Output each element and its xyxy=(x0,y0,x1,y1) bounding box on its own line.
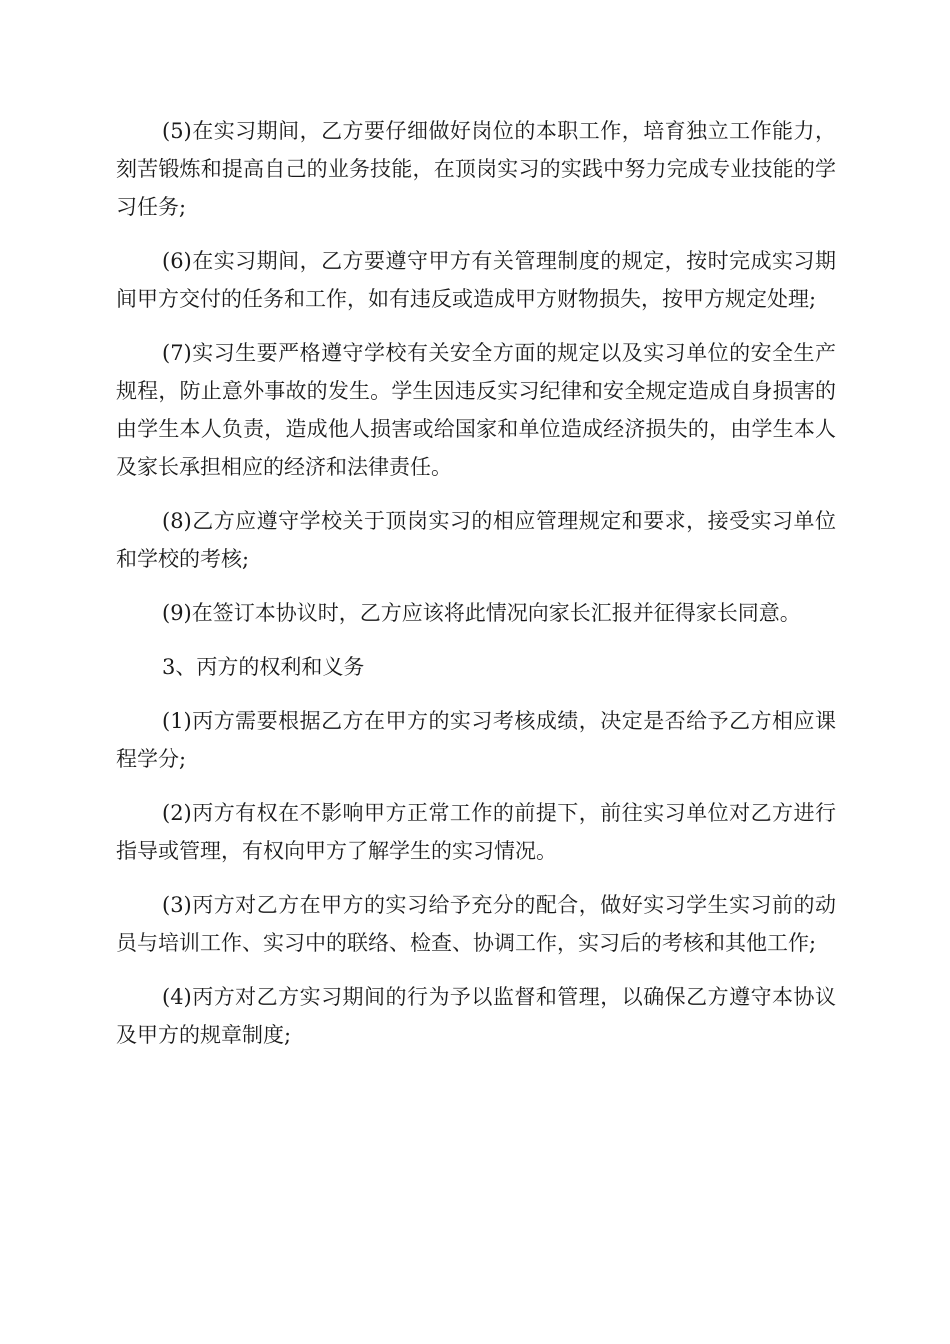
paragraph-item-5: (5)在实习期间，乙方要仔细做好岗位的本职工作，培育独立工作能力，刻苦锻炼和提高自己的业务技能，在顶岗实习的实践中努力完成专业技能的学习任务; xyxy=(116,119,836,219)
paragraph-item-6: (6)在实习期间，乙方要遵守甲方有关管理制度的规定，按时完成实习期间甲方交付的任务和工作，如有违反或造成甲方财物损失，按甲方规定处理; xyxy=(116,249,836,311)
document-body xyxy=(116,112,836,1070)
section-heading: 3、丙方的权利和义务 xyxy=(162,655,365,679)
paragraph-item-c1: (1)丙方需要根据乙方在甲方的实习考核成绩，决定是否给予乙方相应课程学分; xyxy=(116,709,836,771)
paragraph-item-c4: (4)丙方对乙方实习期间的行为予以监督和管理，以确保乙方遵守本协议及甲方的规章制度; xyxy=(116,985,836,1047)
paragraph-item-c3: (3)丙方对乙方在甲方的实习给予充分的配合，做好实习学生实习前的动员与培训工作、实习中的联络、检查、协调工作，实习后的考核和其他工作; xyxy=(116,893,836,955)
paragraph-item-c2: (2)丙方有权在不影响甲方正常工作的前提下，前往实习单位对乙方进行指导或管理，有权向甲方了解学生的实习情况。 xyxy=(116,801,836,863)
paragraph-item-9: (9)在签订本协议时，乙方应该将此情况向家长汇报并征得家长同意。 xyxy=(162,601,801,625)
paragraph-item-8: (8)乙方应遵守学校关于顶岗实习的相应管理规定和要求，接受实习单位和学校的考核; xyxy=(116,509,836,571)
paragraph-item-7: (7)实习生要严格遵守学校有关安全方面的规定以及实习单位的安全生产规程，防止意外事故的发生。学生因违反实习纪律和安全规定造成自身损害的由学生本人负责，造成他人损害或给国家和单位造成经济损失的，由学生本人及家长承担相应的经济和法律责任。 xyxy=(116,341,836,479)
